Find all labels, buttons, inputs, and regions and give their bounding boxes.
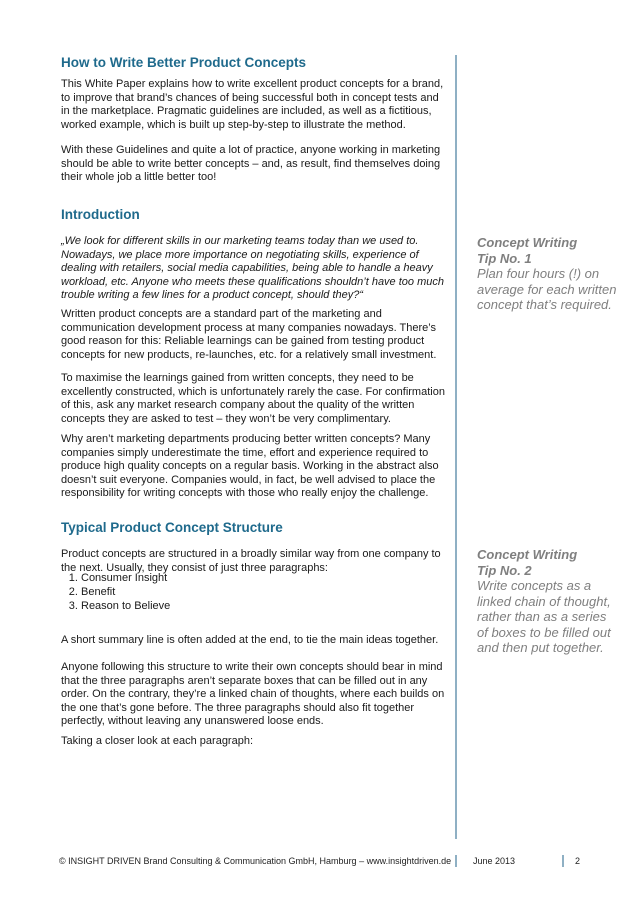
list-item: 1. Consumer Insight	[81, 571, 170, 585]
paragraph: With these Guidelines and quite a lot of practice, anyone working in marketing should be able to write better concepts – and, as result, find themselves doing their whole job a little better too!	[61, 144, 441, 183]
paragraph: Product concepts are structured in a broadly similar way from one company to the next. Usually, they consist of just three paragraphs:	[61, 548, 441, 574]
list-item: 3. Reason to Believe	[81, 599, 170, 613]
footer-separator	[455, 855, 457, 867]
paragraph: This White Paper explains how to write excellent product concepts for a brand, to improve that brand’s chances of being successful both in concept tests and in the marketplace. Pragmatic guidelines are included, as well as a fictitious, worked example, which is built up step-by-step to illustrate the method.	[61, 78, 444, 131]
footer-company: © INSIGHT DRIVEN Brand Consulting & Communication GmbH, Hamburg – www.insightdriven.de	[59, 856, 452, 866]
tip-text: Plan four hours (!) on average for each written concept that’s required.	[477, 266, 617, 312]
tip-box-2	[477, 547, 617, 656]
tip-number: Tip No. 1	[477, 250, 532, 266]
page-title: How to Write Better Product Concepts	[61, 55, 307, 70]
paragraph: A short summary line is often added at the end, to tie the main ideas together.	[61, 634, 439, 646]
paragraph: Why aren’t marketing departments producing better written concepts? Many companies simply underestimate the time, effort and experience required to produce high quality concepts on a regular basis. Working in the abstract also doesn’t suit everyone. Companies would, in fact, be well advised to place the responsibility for writing concepts with those who really enjoy the challenge.	[61, 433, 439, 499]
section-heading-introduction: Introduction	[61, 207, 140, 222]
footer-separator	[562, 855, 564, 867]
paragraph: Taking a closer look at each paragraph:	[61, 735, 254, 747]
quote: „We look for different skills in our marketing teams today than we used to. Nowadays, we place more importance on negotiating skills, experience of dealing with retailers, social media capabilities, being able to handle a heavy workload, etc. Anyone who meets these qualifications shouldn’t have too much trouble writing a few lines for a product concept, should they?“	[61, 235, 444, 301]
tip-number: Tip No. 2	[477, 562, 532, 578]
list-item: 2. Benefit	[81, 585, 170, 599]
page-number: 2	[575, 856, 581, 866]
footer-date: June 2013	[473, 856, 516, 866]
paragraph: To maximise the learnings gained from written concepts, they need to be excellently constructed, which is unfortunately rarely the case. For confirmation of this, ask any market research company about the quality of the written concepts they are asked to test – they won’t be very complimentary.	[61, 372, 445, 425]
structure-list	[61, 571, 170, 613]
paragraph: Anyone following this structure to write their own concepts should bear in mind that the three paragraphs aren’t separate boxes that can be filled out in any order. On the contrary, they’re a linked chain of thoughts, where each builds on the one that’s gone before. The three paragraphs should also fit together perfectly, without leaving any unanswered loose ends.	[61, 661, 445, 727]
section-heading-structure: Typical Product Concept Structure	[61, 520, 283, 535]
tip-text: Write concepts as a linked chain of thought, rather than as a series of boxes to be filled out and then put together.	[477, 578, 611, 655]
tip-title: Concept Writing	[477, 547, 578, 562]
sidebar-divider	[455, 55, 457, 839]
tip-box-1	[477, 235, 617, 313]
tip-title: Concept Writing	[477, 235, 578, 250]
paragraph: Written product concepts are a standard part of the marketing and communication development process at many companies nowadays. There’s good reason for this: Reliable learnings can be gained from testing product concepts for new products, re-launches, etc. for a relatively small investment.	[61, 308, 437, 361]
